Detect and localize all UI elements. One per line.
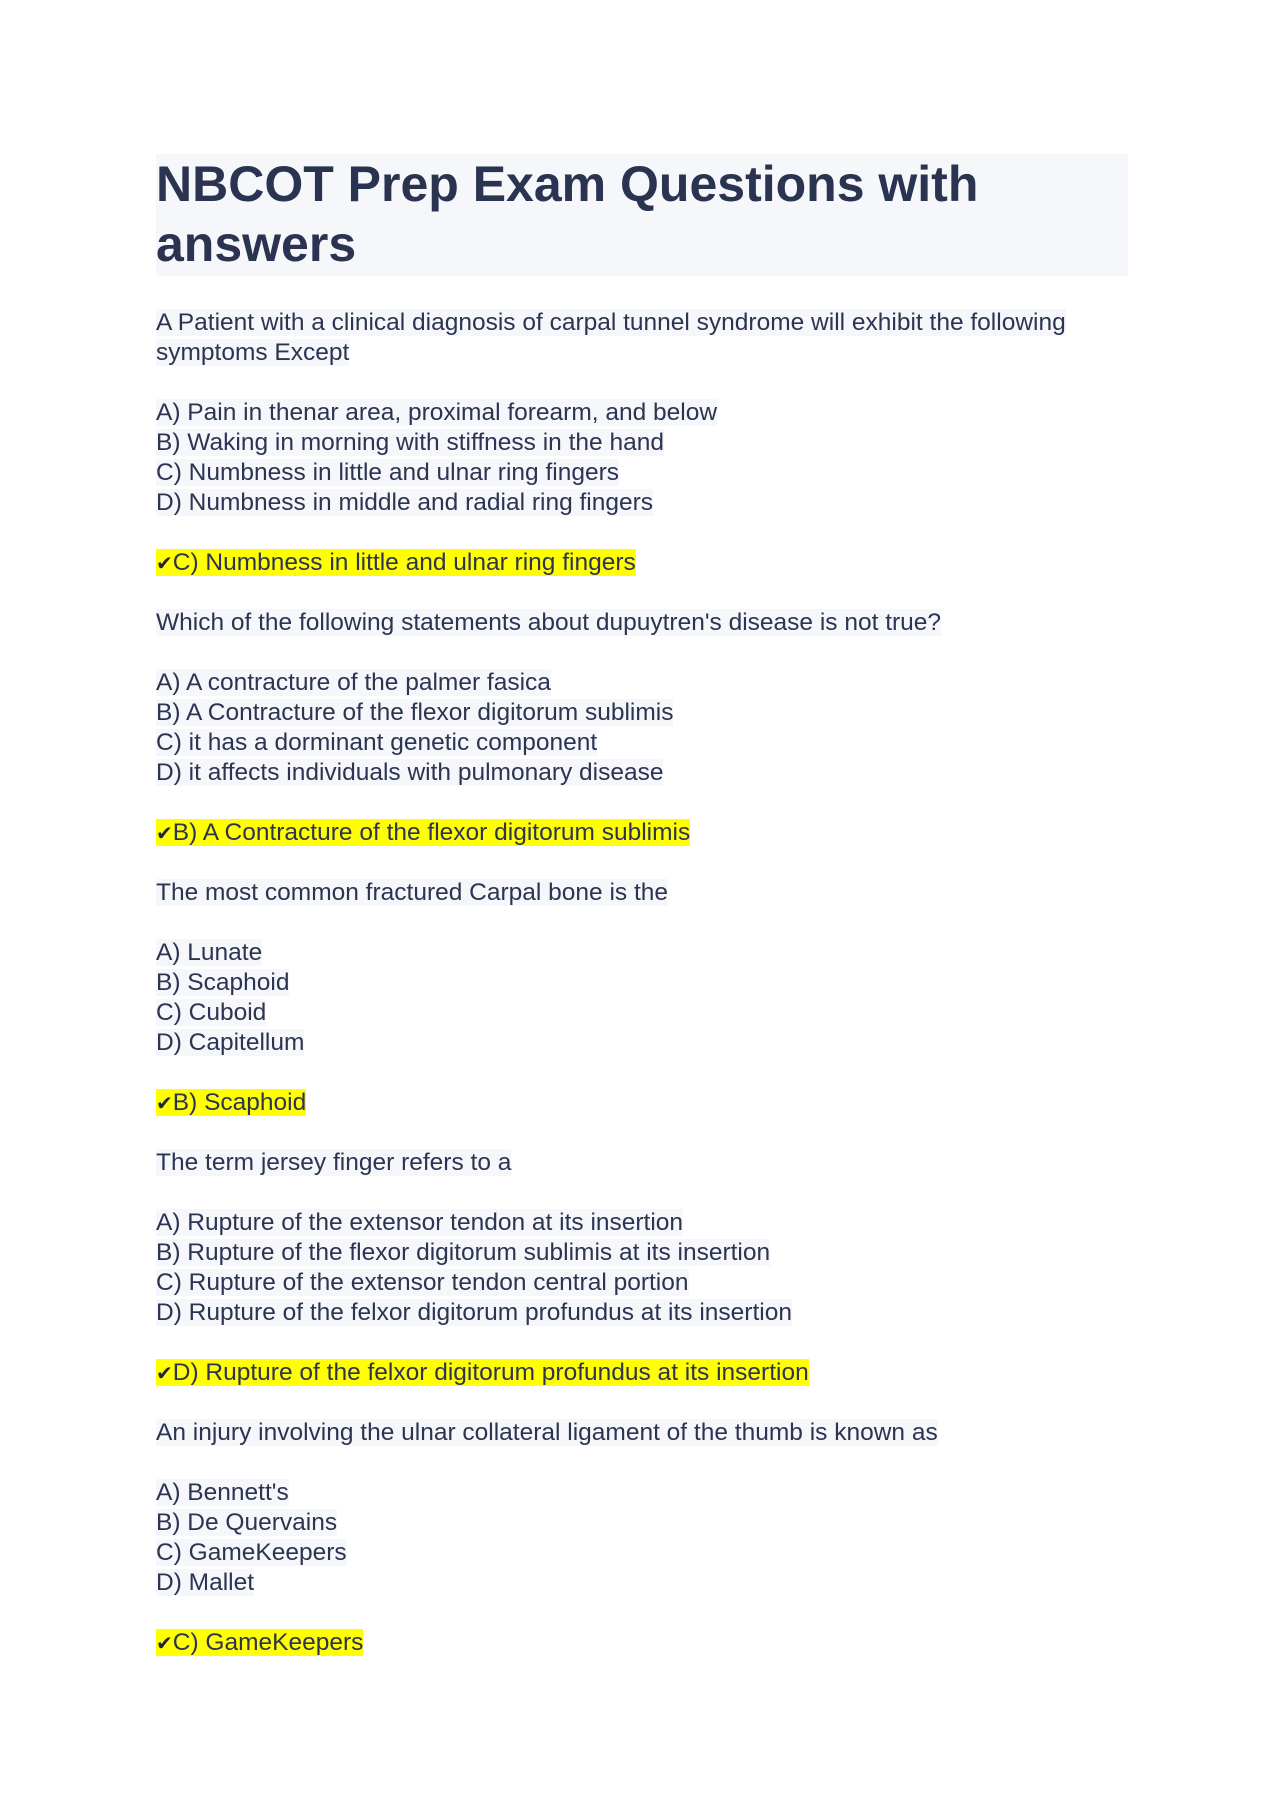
question-block-3 (156, 878, 1128, 1148)
option-c: C) Numbness in little and ulnar ring fingers (156, 459, 619, 486)
correct-answer (156, 1089, 306, 1116)
option-a: A) Pain in thenar area, proximal forearm, and below (156, 399, 718, 426)
option-a: A) Bennett's (156, 1479, 289, 1506)
option-d: D) it affects individuals with pulmonary disease (156, 759, 664, 786)
correct-answer (156, 549, 636, 576)
option-b: B) De Quervains (156, 1509, 338, 1536)
answer-text: B) A Contracture of the flexor digitorum sublimis (172, 819, 691, 846)
question-text: A Patient with a clinical diagnosis of carpal tunnel syndrome will exhibit the following (156, 309, 1066, 336)
option-c: C) GameKeepers (156, 1539, 347, 1566)
answer-text: C) Numbness in little and ulnar ring fingers (172, 549, 636, 576)
checkmark-icon: ✔ (156, 551, 173, 575)
question-text: An injury involving the ulnar collateral ligament of the thumb is known as (156, 1419, 938, 1446)
option-d: D) Rupture of the felxor digitorum profundus at its insertion (156, 1299, 792, 1326)
question-text: The term jersey finger refers to a (156, 1149, 512, 1176)
answer-text: C) GameKeepers (172, 1629, 364, 1656)
option-a: A) Lunate (156, 939, 263, 966)
answer-text: D) Rupture of the felxor digitorum profundus at its insertion (172, 1359, 809, 1386)
question-block-2 (156, 608, 1128, 878)
option-d: D) Capitellum (156, 1029, 305, 1056)
title-block (156, 154, 1128, 276)
page-title: NBCOT Prep Exam Questions with answers (156, 156, 979, 272)
option-c: C) it has a dorminant genetic component (156, 729, 598, 756)
correct-answer (156, 1359, 809, 1386)
question-text: The most common fractured Carpal bone is the (156, 879, 669, 906)
option-b: B) Rupture of the flexor digitorum sublimis at its insertion (156, 1239, 771, 1266)
checkmark-icon: ✔ (156, 1361, 173, 1385)
checkmark-icon: ✔ (156, 1631, 173, 1655)
correct-answer (156, 1629, 363, 1656)
option-d: D) Numbness in middle and radial ring fingers (156, 489, 654, 516)
question-text: Which of the following statements about dupuytren's disease is not true? (156, 609, 942, 636)
option-a: A) Rupture of the extensor tendon at its insertion (156, 1209, 684, 1236)
option-a: A) A contracture of the palmer fasica (156, 669, 551, 696)
checkmark-icon: ✔ (156, 821, 173, 845)
document-page (156, 154, 1128, 1658)
question-text: symptoms Except (156, 339, 350, 366)
option-c: C) Cuboid (156, 999, 267, 1026)
question-block-4 (156, 1148, 1128, 1418)
answer-text: B) Scaphoid (172, 1089, 307, 1116)
option-b: B) Scaphoid (156, 969, 290, 996)
question-block-1 (156, 308, 1128, 608)
qa-list (156, 276, 1128, 1658)
option-b: B) A Contracture of the flexor digitorum sublimis (156, 699, 674, 726)
option-d: D) Mallet (156, 1569, 255, 1596)
option-c: C) Rupture of the extensor tendon central portion (156, 1269, 689, 1296)
correct-answer (156, 819, 690, 846)
question-block-5 (156, 1418, 1128, 1658)
option-b: B) Waking in morning with stiffness in the hand (156, 429, 664, 456)
checkmark-icon: ✔ (156, 1091, 173, 1115)
